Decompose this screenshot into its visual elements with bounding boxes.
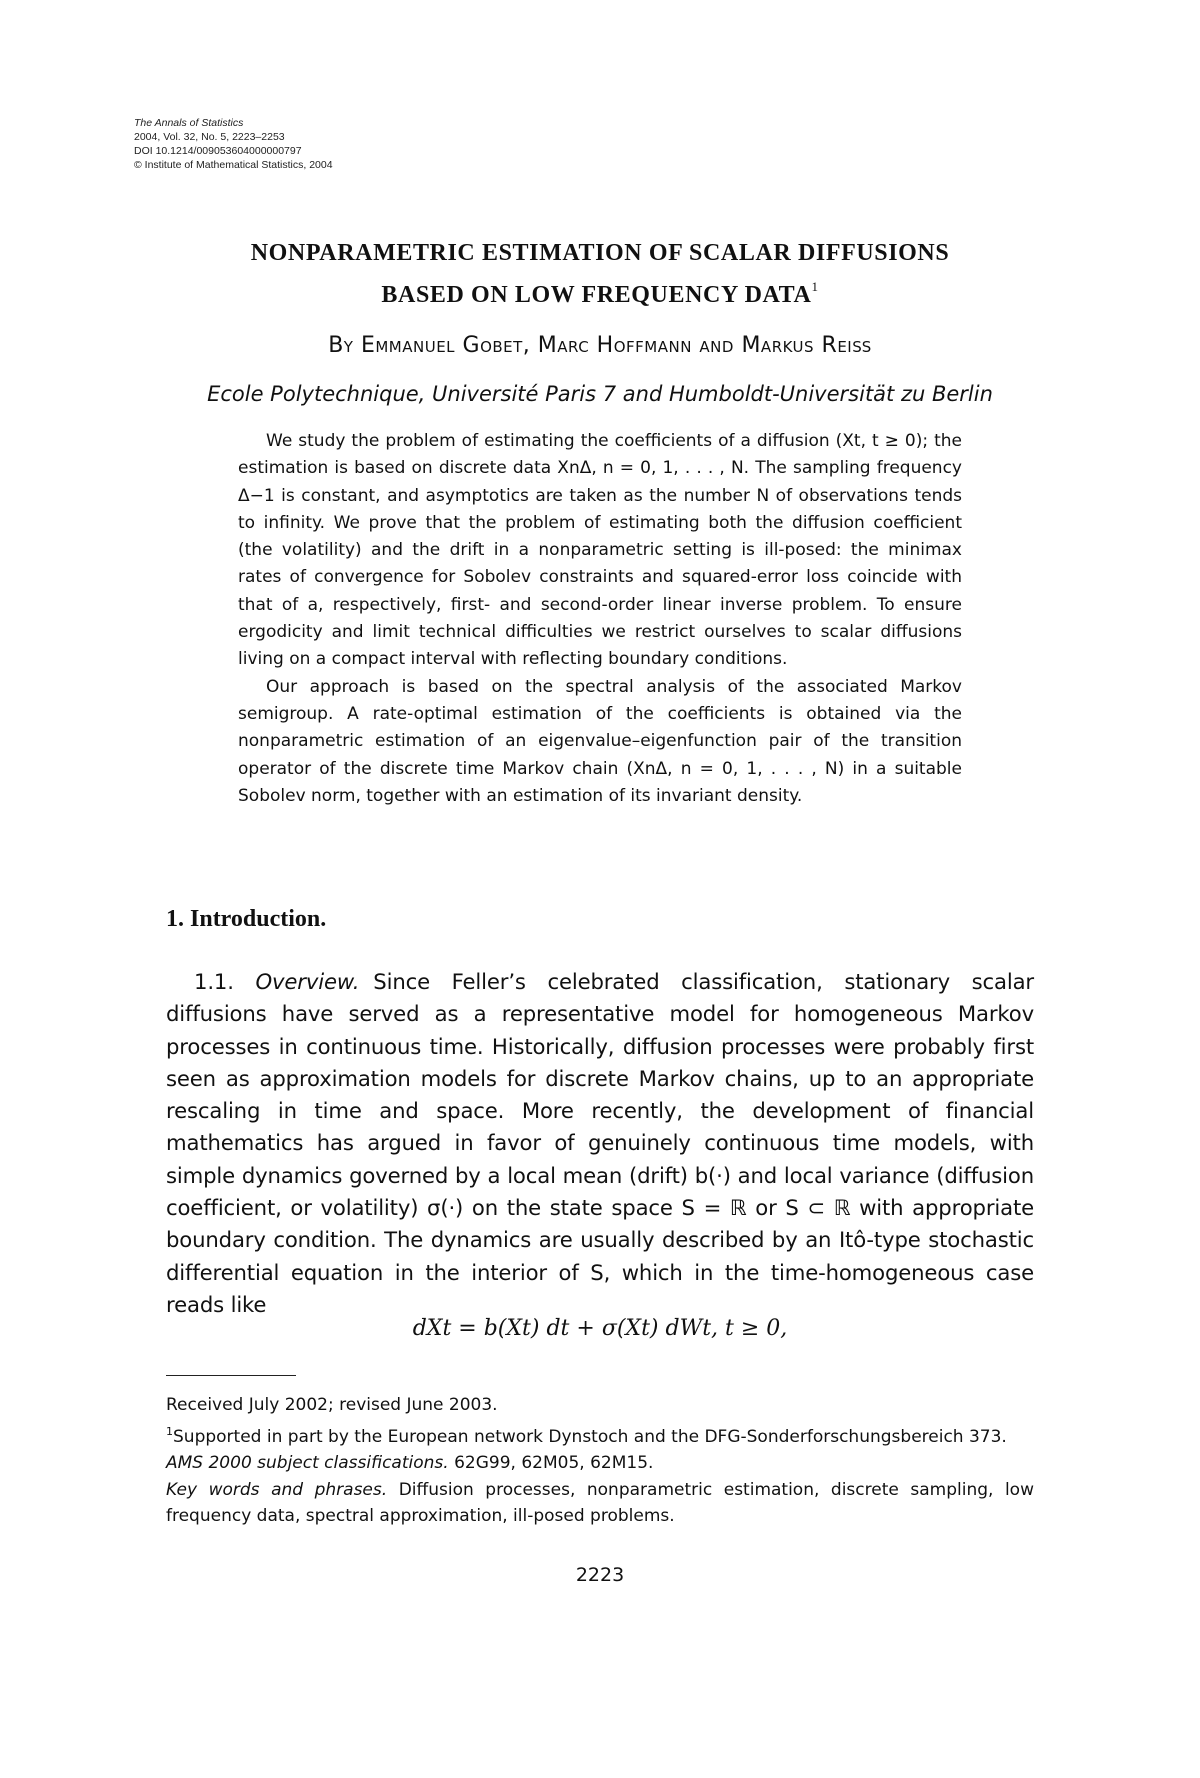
title-line-2 — [100, 270, 1100, 312]
footnote-support — [166, 1419, 1034, 1451]
intro-paragraph — [166, 966, 1034, 1321]
paper-title — [100, 236, 1100, 312]
subsection-title: Overview. — [255, 969, 360, 994]
subsection-number: 1.1. — [194, 969, 234, 994]
page-number: 2223 — [575, 1564, 625, 1586]
abstract-paragraph-1: We study the problem of estimating the coefficients of a diffusion (Xt, t ≥ 0); the estimation is based on discrete data XnΔ, n = 0, 1, . . . , N. The sampling frequency Δ−1 is constant, and asymptotics are taken as the number N of observations tends to infinity. We prove that the problem of estimating both the diffusion coefficient (the volatility) and the drift in a nonparametric setting is ill-posed: the minimax rates of convergence for Sobolev constraints and squared-error loss coincide with that of a, respectively, first- and second-order linear inverse problem. To ensure ergodicity and limit technical difficulties we restrict ourselves to scalar diffusions living on a compact interval with reflecting boundary conditions. — [238, 431, 962, 670]
subsection-label — [194, 969, 359, 994]
footnote-support-text: Supported in part by the European network Dynstoch and the DFG-Sonderforschungsbereich 373. — [173, 1426, 1007, 1447]
journal-info — [134, 116, 333, 172]
footnote-keywords — [166, 1477, 1034, 1530]
footnote-received: Received July 2002; revised June 2003. — [166, 1395, 498, 1415]
keywords-label: Key words and phrases. — [166, 1479, 388, 1500]
keywords-text: Diffusion processes, nonparametric estimation, discrete sampling, low frequency data, spectral approximation, ill-posed problems. — [166, 1479, 1034, 1526]
title-line-1: NONPARAMETRIC ESTIMATION OF SCALAR DIFFUSIONS — [250, 240, 950, 266]
footnote-rule — [166, 1375, 296, 1376]
intro-body — [166, 966, 1034, 1321]
section-heading: 1. Introduction. — [166, 906, 327, 932]
journal-name: The Annals of Statistics — [134, 117, 244, 129]
journal-volume: 2004, Vol. 32, No. 5, 2223–2253 — [134, 131, 285, 143]
footnote-ams — [166, 1450, 1034, 1477]
journal-doi: DOI 10.1214/009053604000000797 — [134, 145, 302, 157]
authors: By Emmanuel Gobet, Marc Hoffmann and Markus Reiß — [328, 333, 872, 358]
abstract-paragraph-2: Our approach is based on the spectral analysis of the associated Markov semigroup. A rate-optimal estimation of the coefficients is obtained via the nonparametric estimation of an eigenvalue–eigenfunction pair of the transition operator of the discrete time Markov chain (XnΔ, n = 0, 1, . . . , N) in a suitable Sobolev norm, together with an estimation of its invariant density. — [238, 676, 962, 806]
journal-copyright: © Institute of Mathematical Statistics, 2004 — [134, 159, 333, 171]
intro-paragraph-text: Since Feller’s celebrated classification, stationary scalar diffusions have served as a representative model for homogeneous Markov processes in continuous time. Historically, diffusion processes were probably first seen as approximation models for discrete Markov chains, up to an appropriate rescaling in time and space. More recently, the development of financial mathematics has argued in favor of genuinely continuous time models, with simple dynamics governed by a local mean (drift) b(·) and local variance (diffusion coefficient, or volatility) σ(·) on the state space S = ℝ or S ⊂ ℝ with appropriate boundary condition. The dynamics are usually described by an Itô-type stochastic differential equation in the interior of S, which in the time-homogeneous case reads like — [166, 969, 1034, 1317]
affiliation: Ecole Polytechnique, Université Paris 7 and Humboldt-Universität zu Berlin — [207, 382, 993, 406]
sde-equation: dXt = b(Xt) dt + σ(Xt) dWt, t ≥ 0, — [412, 1316, 788, 1341]
ams-label: AMS 2000 subject classifications. — [166, 1453, 449, 1473]
abstract — [238, 428, 962, 810]
title-footnote-mark: 1 — [811, 279, 819, 294]
footnotes — [166, 1392, 1034, 1530]
title-line-2-text: BASED ON LOW FREQUENCY DATA — [381, 282, 812, 308]
ams-codes: 62G99, 62M05, 62M15. — [454, 1453, 654, 1473]
footnote-support-mark: 1 — [166, 1424, 173, 1438]
